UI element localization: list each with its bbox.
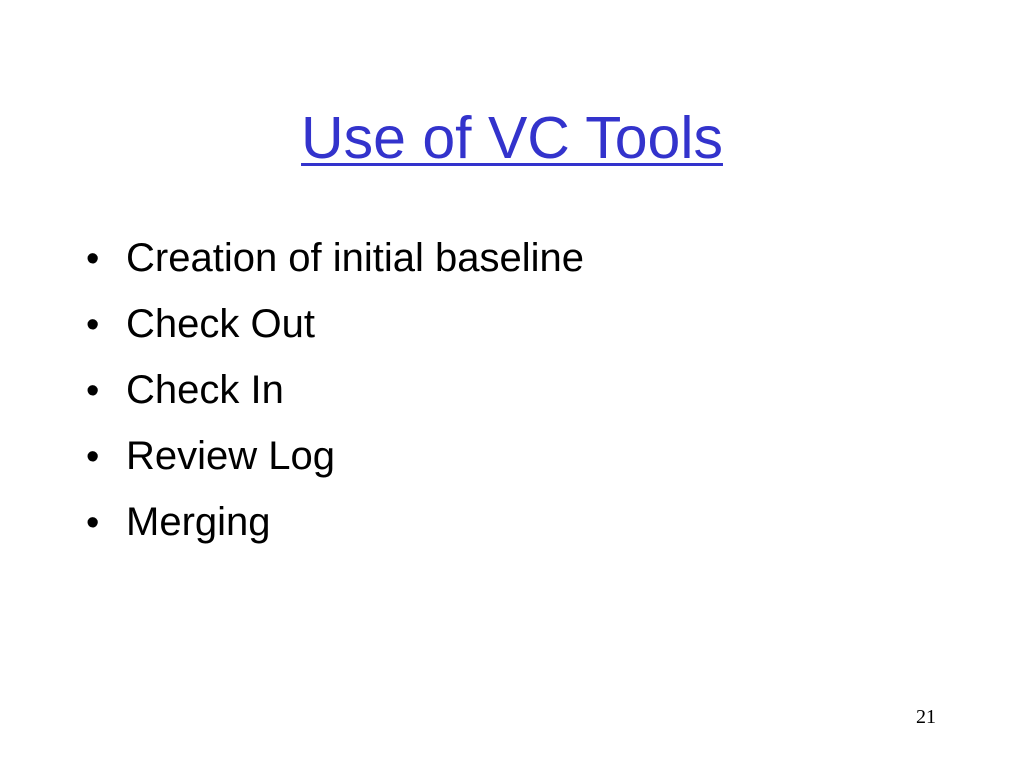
bullet-icon: • <box>86 304 100 346</box>
bullet-icon: • <box>86 238 100 280</box>
bullet-text: Merging <box>126 500 271 544</box>
bullet-text: Review Log <box>126 434 336 478</box>
bullet-list <box>86 226 584 556</box>
bullet-item <box>86 358 584 424</box>
bullet-item <box>86 424 584 490</box>
bullet-icon: • <box>86 370 100 412</box>
slide-number: 21 <box>916 706 936 728</box>
bullet-icon: • <box>86 436 100 478</box>
bullet-text: Creation of initial baseline <box>126 236 585 280</box>
bullet-item <box>86 490 584 556</box>
bullet-icon: • <box>86 502 100 544</box>
bullet-text: Check Out <box>126 302 315 346</box>
bullet-item <box>86 226 584 292</box>
slide-title[interactable]: Use of VC Tools <box>301 105 723 171</box>
bullet-text: Check In <box>126 368 284 412</box>
bullet-item <box>86 292 584 358</box>
